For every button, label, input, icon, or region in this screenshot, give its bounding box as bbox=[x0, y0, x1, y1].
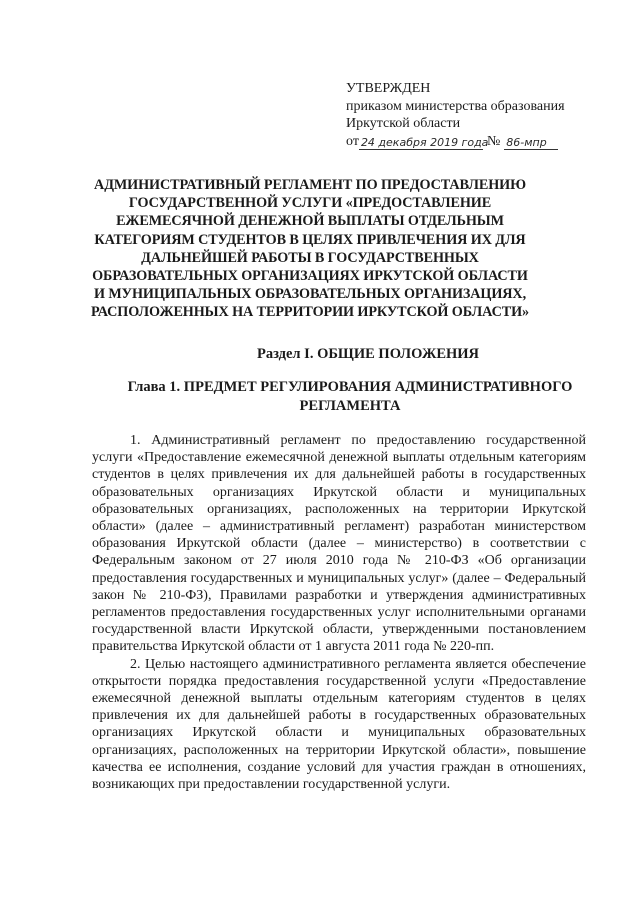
handwritten-number: 86-мпр bbox=[504, 136, 558, 150]
document-title: АДМИНИСТРАТИВНЫЙ РЕГЛАМЕНТ ПО ПРЕДОСТАВЛЕНИЮ ГОСУДАРСТВЕННОЙ УСЛУГИ «ПРЕДОСТАВЛЕНИЕ ЕЖЕМЕСЯЧНОЙ ДЕНЕЖНОЙ ВЫПЛАТЫ ОТДЕЛЬНЫМ КАТЕГОРИЯМ СТУДЕНТОВ В ЦЕЛЯХ ПРИВЛЕЧЕНИЯ ИХ ДЛЯ ДАЛЬНЕЙШЕЙ РАБОТЫ В ГОСУДАРСТВЕННЫХ ОБРАЗОВАТЕЛЬНЫХ ОРГАНИЗАЦИЯХ ИРКУТСКОЙ ОБЛАСТИ И МУНИЦИПАЛЬНЫХ ОБРАЗОВАТЕЛЬНЫХ ОРГАНИЗАЦИЯХ, РАСПОЛОЖЕННЫХ НА ТЕРРИТОРИИ ИРКУТСКОЙ ОБЛАСТИ» bbox=[90, 177, 530, 321]
chapter-heading: Глава 1. ПРЕДМЕТ РЕГУЛИРОВАНИЯ АДМИНИСТРАТИВНОГО РЕГЛАМЕНТА bbox=[127, 379, 573, 414]
approval-line-1: приказом министерства образования bbox=[346, 98, 565, 114]
approval-heading: УТВЕРЖДЕН bbox=[346, 81, 431, 96]
body-text bbox=[92, 432, 586, 793]
approval-line-2: Иркутской области bbox=[346, 116, 461, 131]
paragraph-1: 1. Административный регламент по предоставлению государственной услуги «Предоставление ежемесячной денежной выплаты отдельным категориям студентов в целях привлечения их для дальнейшей работы в государственных образовательных организациях Иркутской области и муниципальных образовательных организациях, расположенных на территории Иркутской области» (далее – административный регламент) разработан министерством образования Иркутской области (далее – министерство) в соответствии с Федеральным законом от 27 июля 2010 года № 210-ФЗ «Об организации предоставления государственных и муниципальных услуг» (далее – Федеральный закон № 210-ФЗ), Правилами разработки и утверждения административных регламентов предоставления государственных услуг исполнительными органами государственной власти Иркутской области, утвержденными постановлением правительства Иркутской области от 1 августа 2011 года № 220-пп. bbox=[92, 433, 586, 655]
handwritten-date: 24 декабря 2019 года bbox=[360, 136, 489, 149]
order-details bbox=[346, 133, 565, 151]
from-label: от bbox=[346, 133, 359, 149]
approval-block bbox=[346, 80, 565, 150]
paragraph-2: 2. Целью настоящего административного регламента является обеспечение открытости порядка предоставления государственной услуги «Предоставление ежемесячной денежной выплаты отдельным категориям студентов в целях привлечения их для дальнейшей работы в государственных образовательных организациях Иркутской области и муниципальных образовательных организациях, расположенных на территории Иркутской области», повышение качества ее исполнения, создание условий для участия граждан в отношениях, возникающих при предоставлении государственной услуги. bbox=[92, 656, 586, 793]
number-label: № bbox=[486, 133, 501, 149]
section-heading: Раздел I. ОБЩИЕ ПОЛОЖЕНИЯ bbox=[256, 346, 480, 362]
